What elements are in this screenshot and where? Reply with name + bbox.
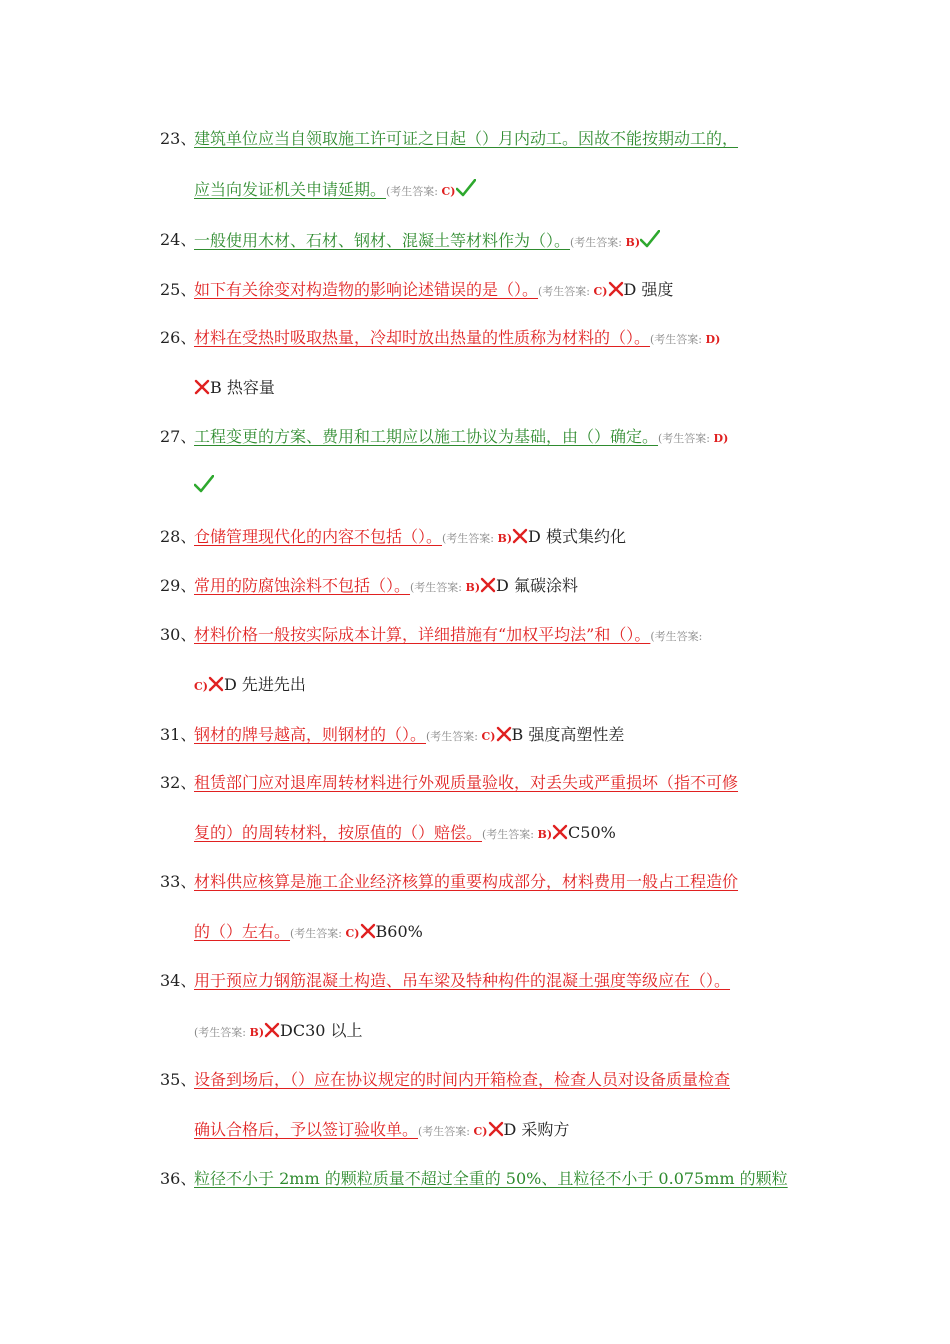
correct-answer: D 先进先出	[223, 675, 306, 694]
student-answer: (考生答案: B)	[410, 581, 481, 594]
question-number: 31、	[160, 725, 197, 744]
question-number: 29、	[160, 576, 197, 595]
question-text: 材料在受热时吸取热量，冷却时放出热量的性质称为材料的（）。	[194, 328, 651, 347]
question-text: 建筑单位应当自领取施工许可证之日起（）月内动工。因故不能按期动工的，	[194, 129, 739, 148]
question-number: 24、	[160, 230, 197, 249]
check-icon	[456, 179, 476, 202]
correct-answer: D 强度	[623, 280, 674, 299]
correct-answer: B 热容量	[210, 378, 275, 397]
question-text: 常用的防腐蚀涂料不包括（）。	[194, 576, 411, 595]
question-text: 钢材的牌号越高，则钢材的（）。	[194, 725, 427, 744]
check-icon	[640, 230, 660, 253]
question-number: 34、	[160, 971, 197, 990]
correct-answer: B60%	[375, 922, 423, 941]
student-answer: (考生答案: D)	[658, 432, 729, 445]
question-text: 工程变更的方案、费用和工期应以施工协议为基础，由（）确定。	[194, 427, 659, 446]
question-text: 材料价格一般按实际成本计算，详细措施有“加权平均法”和（）。	[194, 625, 651, 644]
question-text: 用于预应力钢筋混凝土构造、吊车梁及特种构件的混凝土强度等级应在（）。	[194, 971, 731, 990]
question-number: 26、	[160, 328, 197, 347]
student-answer: (考生答案: B)	[482, 828, 553, 841]
question-number: 28、	[160, 527, 197, 546]
cross-icon	[608, 281, 624, 302]
question-text: 粒径不小于 2mm 的颗粒质量不超过全重的 50%、且粒径不小于 0.075mm 的颗粒	[194, 1169, 788, 1188]
question-number: 36、	[160, 1169, 197, 1188]
question-number: 33、	[160, 872, 197, 891]
student-answer: (考生答案: B)	[442, 532, 513, 545]
student-answer: C)	[194, 680, 208, 693]
student-answer: (考生答案: C)	[290, 927, 360, 940]
cross-icon	[552, 824, 568, 845]
student-answer: (考生答案: C)	[386, 185, 456, 198]
student-answer: (考生答案: B)	[194, 1026, 265, 1039]
correct-answer: C50%	[568, 823, 616, 842]
question-number: 25、	[160, 280, 197, 299]
question-number: 30、	[160, 625, 197, 644]
question-text: 如下有关徐变对构造物的影响论述错误的是（）。	[194, 280, 539, 299]
student-answer-label: (考生答案:	[650, 630, 703, 643]
question-text-continued: 确认合格后，予以签订验收单。	[194, 1120, 419, 1139]
cross-icon	[480, 577, 496, 598]
question-text: 材料供应核算是施工企业经济核算的重要构成部分，材料费用一般占工程造价	[194, 872, 739, 891]
question-number: 27、	[160, 427, 197, 446]
cross-icon	[512, 528, 528, 549]
cross-icon	[496, 726, 512, 747]
question-text-continued: 复的）的周转材料，按原值的（）赔偿。	[194, 823, 483, 842]
cross-icon	[264, 1022, 280, 1043]
cross-icon	[194, 379, 210, 400]
question-number: 23、	[160, 129, 197, 148]
cross-icon	[488, 1121, 504, 1142]
correct-answer: DC30 以上	[280, 1021, 363, 1040]
student-answer: (考生答案: B)	[570, 236, 641, 249]
question-text: 租赁部门应对退库周转材料进行外观质量验收，对丢失或严重损坏（指不可修	[194, 773, 739, 792]
correct-answer: D 模式集约化	[528, 527, 626, 546]
check-icon	[194, 475, 214, 498]
cross-icon	[360, 923, 376, 944]
student-answer: (考生答案: D)	[650, 333, 721, 346]
question-text: 仓储管理现代化的内容不包括（）。	[194, 527, 443, 546]
student-answer: (考生答案: C)	[426, 730, 496, 743]
question-text: 设备到场后，（）应在协议规定的时间内开箱检查，检查人员对设备质量检查	[194, 1070, 731, 1089]
question-text-continued: 应当向发证机关申请延期。	[194, 180, 387, 199]
question-text-continued: 的（）左右。	[194, 922, 291, 941]
correct-answer: D 氟碳涂料	[496, 576, 578, 595]
cross-icon	[208, 676, 224, 697]
correct-answer: D 采购方	[503, 1120, 570, 1139]
question-text: 一般使用木材、石材、钢材、混凝土等材料作为（）。	[194, 231, 571, 250]
student-answer: (考生答案: C)	[418, 1125, 488, 1138]
question-number: 32、	[160, 773, 197, 792]
student-answer: (考生答案: C)	[538, 285, 608, 298]
correct-answer: B 强度高塑性差	[511, 725, 625, 744]
question-number: 35、	[160, 1070, 197, 1089]
